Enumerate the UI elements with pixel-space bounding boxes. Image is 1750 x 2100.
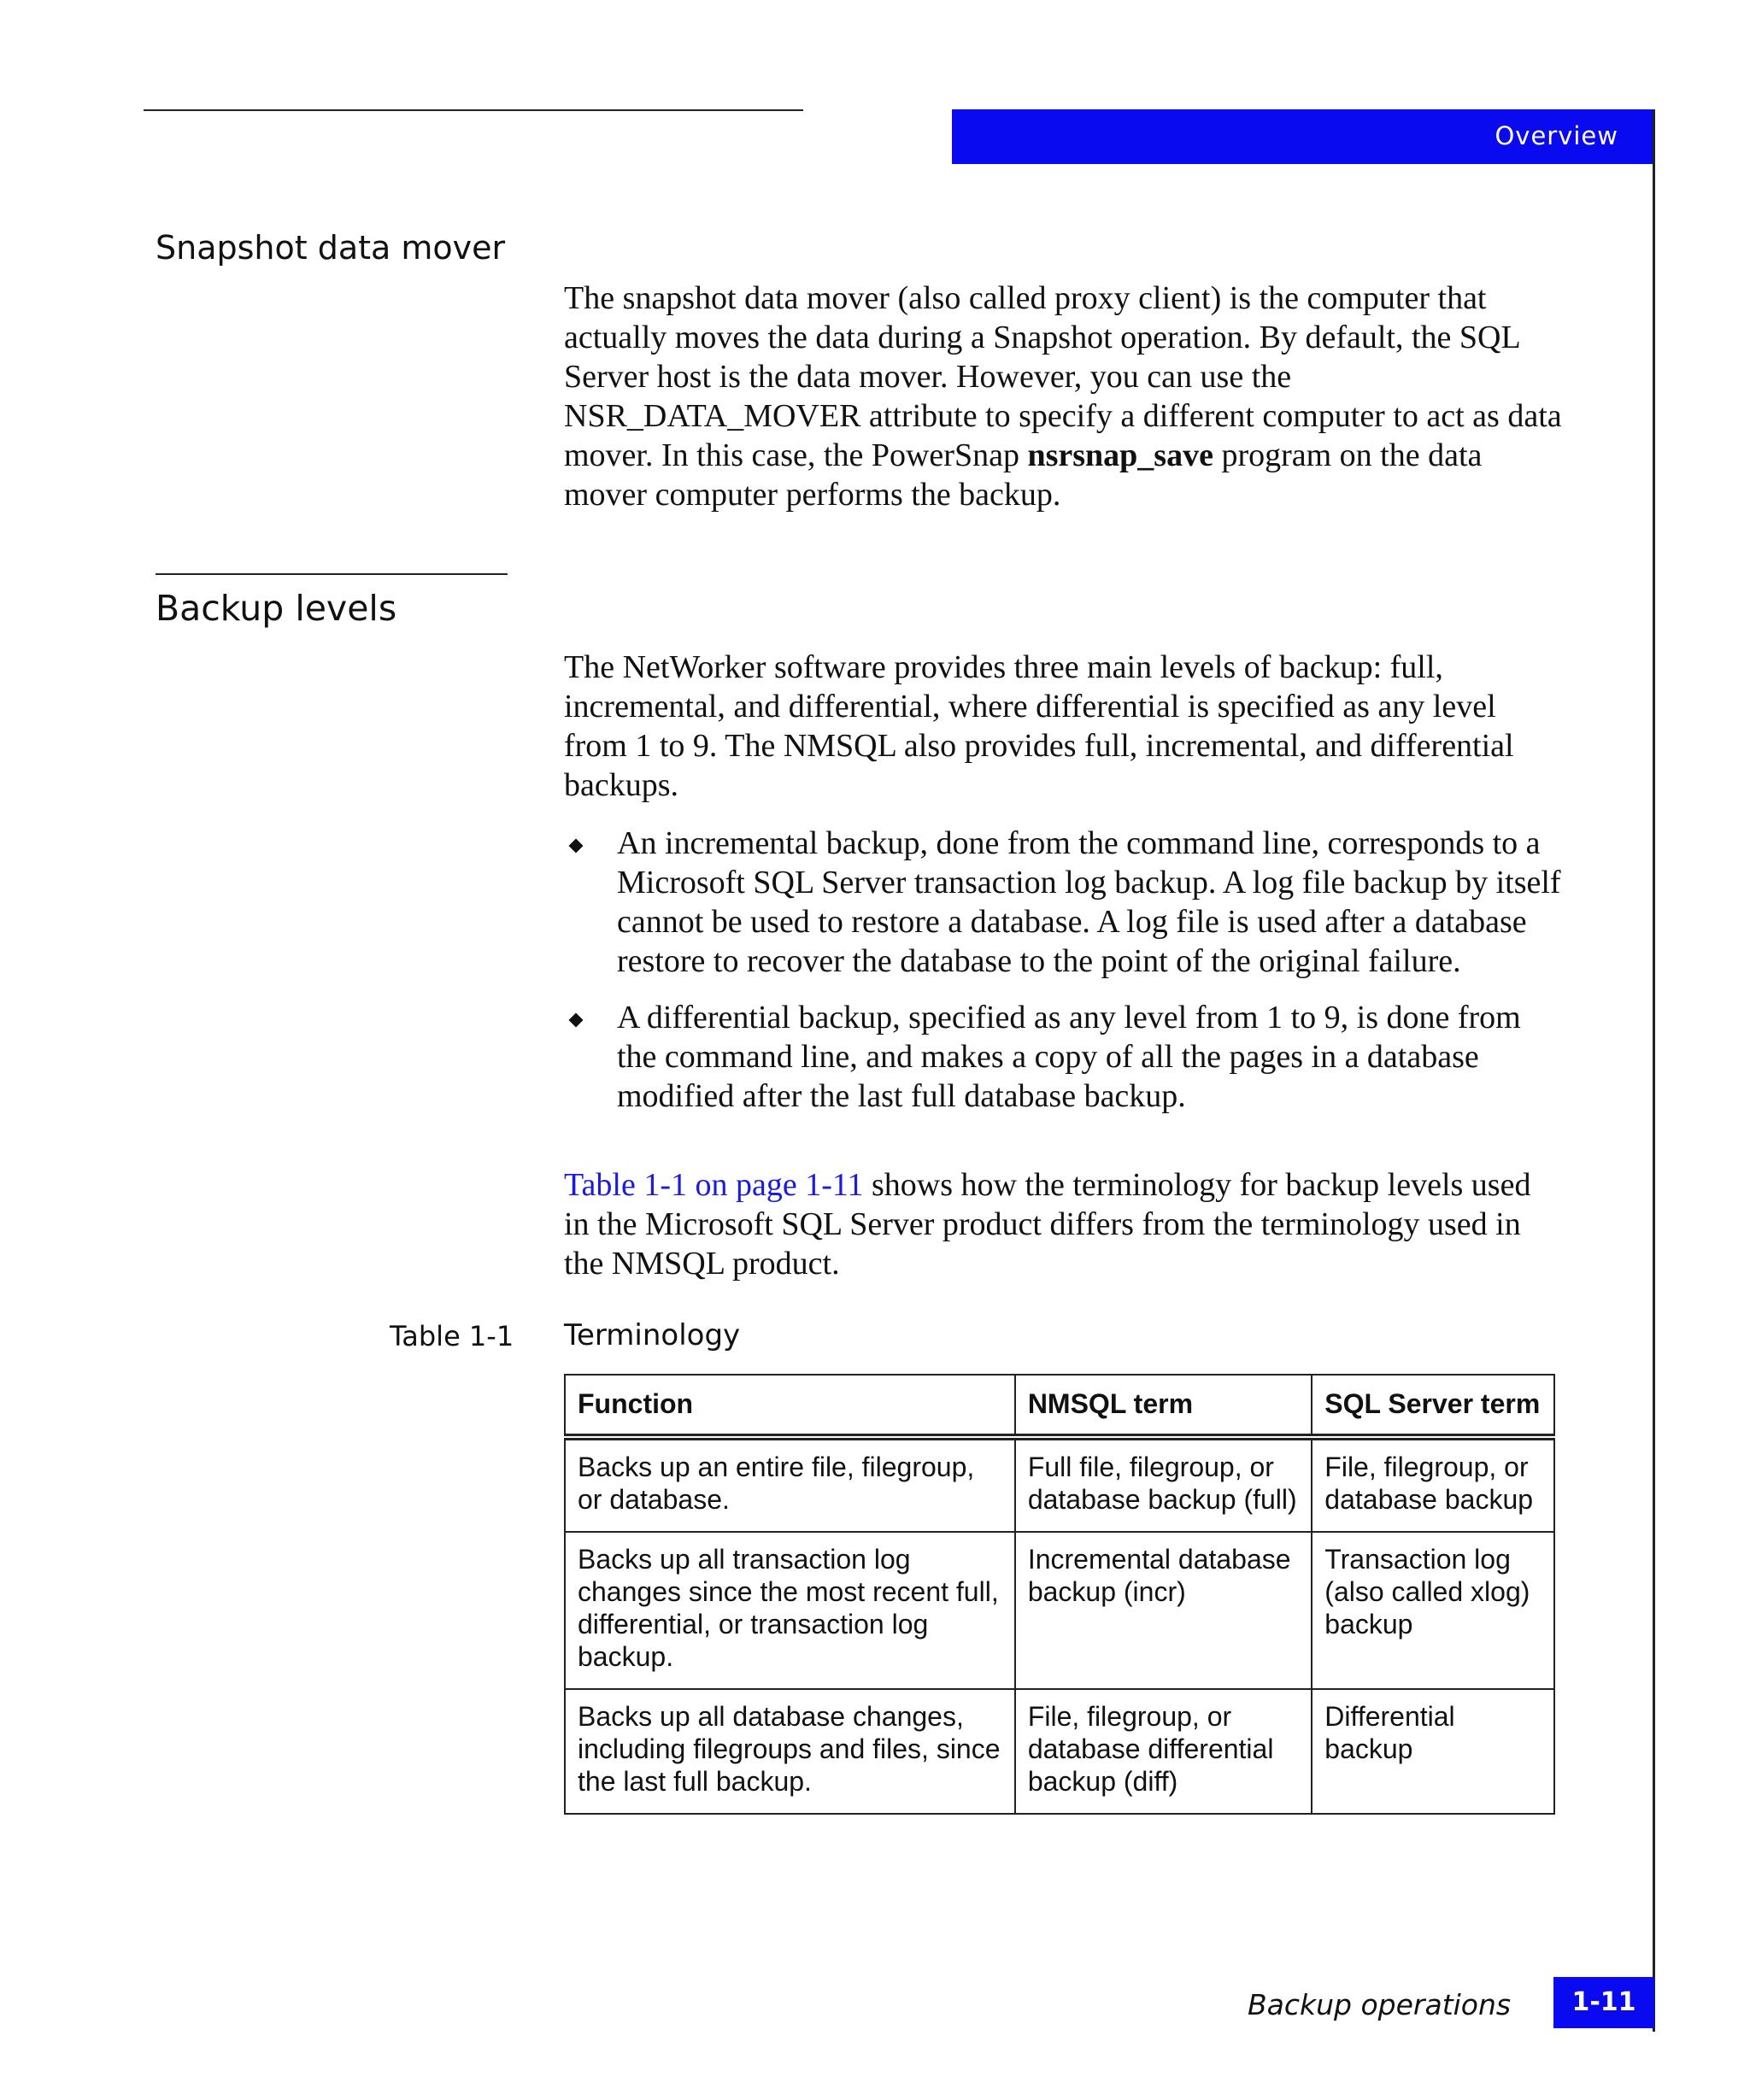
- footer-chapter-title: Backup operations: [1248, 1988, 1512, 2021]
- table-label: Table 1-1: [390, 1320, 514, 1352]
- table-cell: Transaction log (also called xlog) backup: [1312, 1532, 1554, 1689]
- table-cell: Differential backup: [1312, 1689, 1554, 1814]
- table-reference-link[interactable]: Table 1-1 on page 1-11: [564, 1167, 864, 1203]
- program-name: nsrsnap_save: [1027, 437, 1213, 473]
- backup-levels-bullets: [564, 824, 1564, 1133]
- bullet-text: A differential backup, specified as any level from 1 to 9, is done from the command line, and makes a copy of all the pages in a database modified after the last full database backup.: [617, 1000, 1521, 1114]
- table-cell: Backs up all database changes, including filegroups and files, since the last full backup.: [565, 1689, 1015, 1814]
- bullet-text: An incremental backup, done from the command line, corresponds to a Microsoft SQL Server transaction log backup. A log file backup by itself cannot be used to restore a database. A log file is used after a database restore to recover the database to the point of the original failure.: [617, 825, 1561, 979]
- bullet-diamond-icon: [569, 839, 584, 853]
- table-title: Terminology: [564, 1318, 741, 1352]
- terminology-table: [564, 1374, 1555, 1815]
- column-header: NMSQL term: [1015, 1375, 1312, 1437]
- bullet-diamond-icon: [569, 1013, 584, 1028]
- table-header-row: [565, 1375, 1554, 1437]
- table-reference-text: shows how the terminology for backup levels used in the Microsoft SQL Server product differs from the terminology used in the NMSQL product.: [564, 1167, 1531, 1282]
- table-reference-paragraph: [564, 1165, 1564, 1283]
- right-margin-rule: [1653, 109, 1655, 2032]
- table-cell: File, filegroup, or database differential backup (diff): [1015, 1689, 1312, 1814]
- snapshot-paragraph: [564, 279, 1564, 514]
- snapshot-heading: Snapshot data mover: [156, 229, 506, 267]
- list-item: [564, 998, 1564, 1116]
- table-cell: File, filegroup, or database backup: [1312, 1437, 1554, 1532]
- table-cell: Backs up all transaction log changes since the most recent full, differential, or transaction log backup.: [565, 1532, 1015, 1689]
- top-rule: [144, 109, 803, 111]
- list-item: [564, 824, 1564, 981]
- table-cell: Incremental database backup (incr): [1015, 1532, 1312, 1689]
- table-cell: Backs up an entire file, filegroup, or database.: [565, 1437, 1015, 1532]
- table-cell: Full file, filegroup, or database backup (full): [1015, 1437, 1312, 1532]
- snapshot-para-end: program on the data mover computer performs the backup.: [564, 437, 1483, 513]
- column-header: SQL Server term: [1312, 1375, 1554, 1437]
- table-row: [565, 1532, 1554, 1689]
- header-section-title: Overview: [1495, 121, 1618, 150]
- table-row: [565, 1689, 1554, 1814]
- snapshot-para-start: The snapshot data mover (also called proxy client) is the computer that actually moves the data during a Snapshot operation. By default, the SQL Server host is the data mover. However, you can use the NSR_DATA_MOVER attribute to specify a different computer to act as data mover. In this case, the PowerSnap: [564, 280, 1562, 473]
- header-band: [952, 109, 1654, 164]
- section-rule: [156, 573, 508, 575]
- page-number: 1-11: [1553, 1977, 1654, 2028]
- backup-levels-intro: The NetWorker software provides three main levels of backup: full, incremental, and differential, where differential is specified as any level from 1 to 9. The NMSQL also provides full, incremental, and differential backups.: [564, 649, 1514, 803]
- backup-levels-heading: Backup levels: [156, 588, 397, 629]
- column-header: Function: [565, 1375, 1015, 1437]
- table-row: [565, 1437, 1554, 1532]
